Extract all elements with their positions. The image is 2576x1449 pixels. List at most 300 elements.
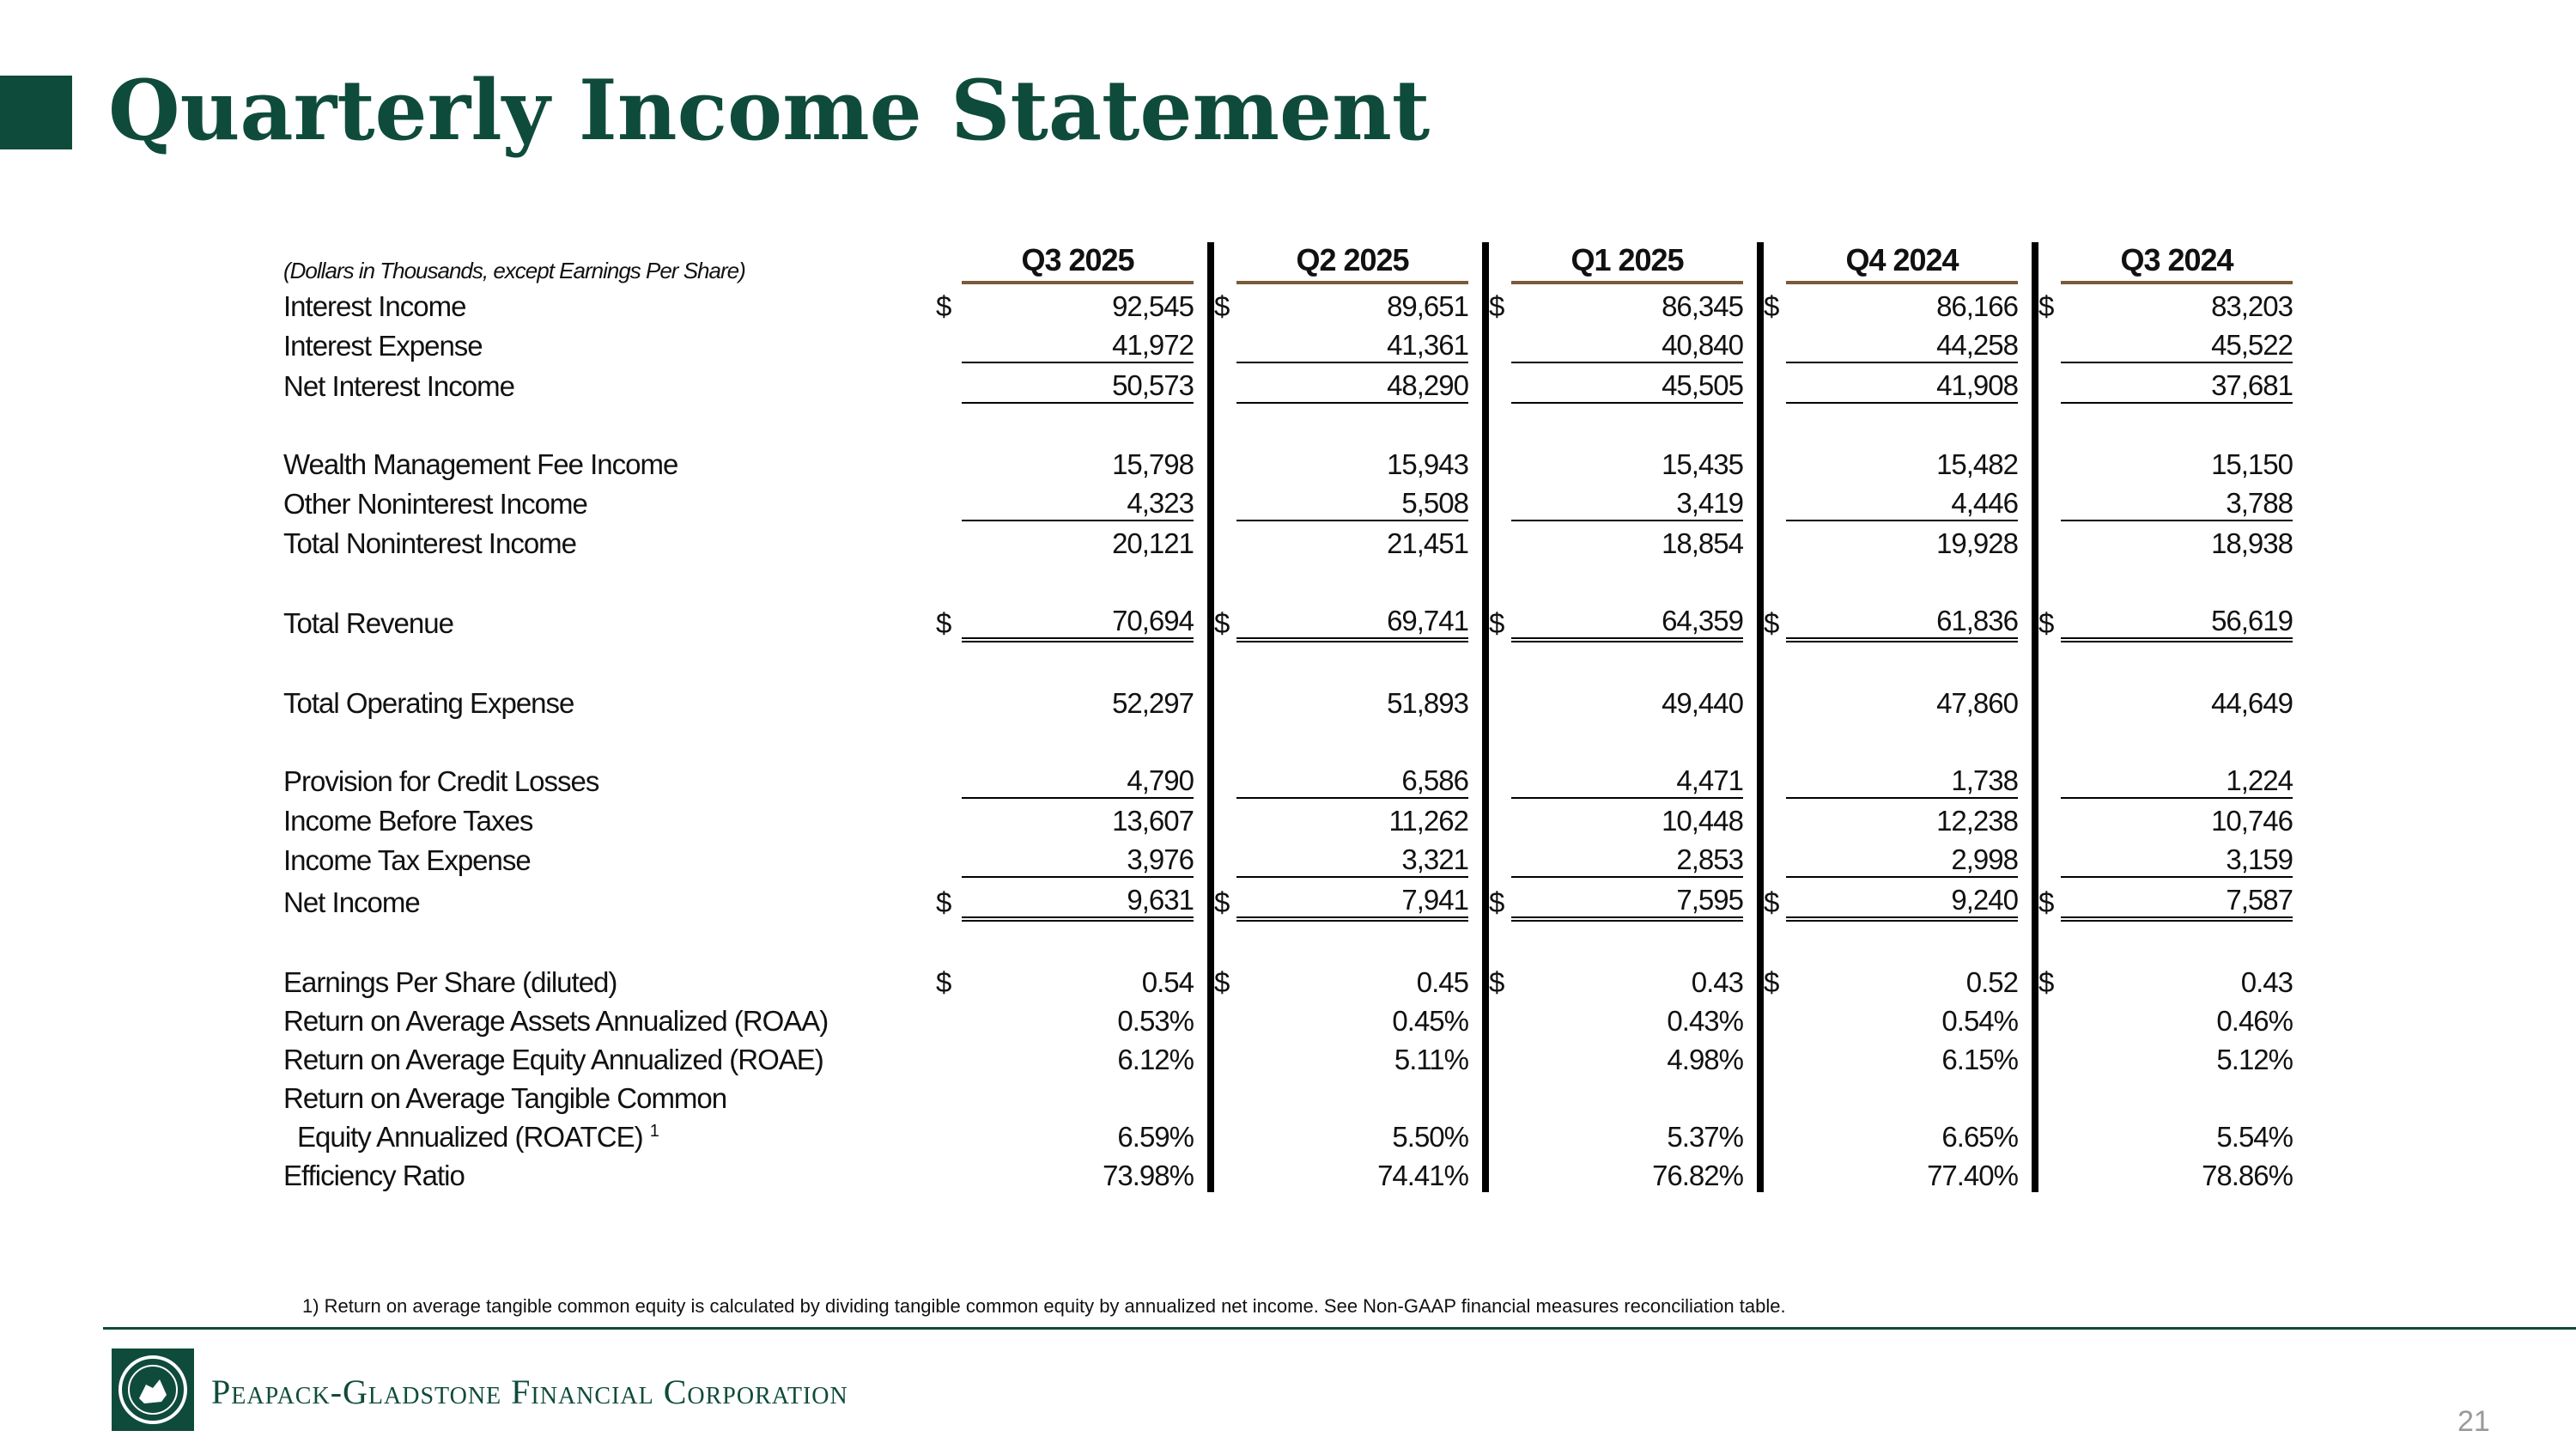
currency-symbol bbox=[1760, 1038, 1786, 1076]
cell-value: 78.86% bbox=[2202, 1160, 2293, 1191]
cell-value: 3,321 bbox=[1236, 837, 1468, 877]
row-label-text: Return on Average Assets Annualized (ROAA) bbox=[283, 1005, 829, 1037]
footnote: 1) Return on average tangible common equity is calculated by dividing tangible common equity by annualized net income. See Non-GAAP financial measures reconciliation table. bbox=[302, 1295, 1786, 1317]
column-separator bbox=[1468, 362, 1485, 403]
cell-value: 50,573 bbox=[962, 362, 1194, 403]
currency-symbol bbox=[936, 758, 962, 798]
header-currency-spacer bbox=[1211, 242, 1236, 284]
cell-value: 18,854 bbox=[1662, 527, 1743, 559]
currency-symbol bbox=[2035, 481, 2061, 521]
table-header-row bbox=[283, 242, 2293, 284]
column-separator bbox=[2018, 1076, 2035, 1115]
cell-value: 9,240 bbox=[1786, 877, 2018, 919]
column-separator bbox=[1194, 798, 1211, 837]
cell-value: 0.43 bbox=[1691, 966, 1743, 998]
cell-value: 5.37% bbox=[1667, 1121, 1743, 1153]
cell-value: 49,440 bbox=[1662, 687, 1743, 719]
cell-value: 6.15% bbox=[1941, 1044, 2018, 1075]
column-separator bbox=[2018, 481, 2035, 521]
cell-value: 15,435 bbox=[1662, 448, 1743, 480]
row-label bbox=[283, 681, 936, 720]
column-separator bbox=[1468, 242, 1485, 284]
currency-symbol bbox=[1485, 521, 1511, 560]
currency-symbol bbox=[2035, 442, 2061, 481]
currency-symbol bbox=[1211, 442, 1236, 481]
column-separator bbox=[2018, 1038, 2035, 1076]
currency-symbol bbox=[1485, 442, 1511, 481]
currency-symbol bbox=[1211, 1154, 1236, 1192]
currency-symbol bbox=[1485, 323, 1511, 362]
cell-value: 7,595 bbox=[1511, 877, 1743, 919]
table-row bbox=[283, 1038, 2293, 1076]
currency-symbol: $ bbox=[1214, 290, 1230, 322]
currency-symbol bbox=[1211, 362, 1236, 403]
currency-symbol: $ bbox=[1214, 966, 1230, 998]
page-title: Quarterly Income Statement bbox=[108, 62, 1431, 159]
cell-value: 0.46% bbox=[2216, 1005, 2293, 1037]
row-label-text: Earnings Per Share (diluted) bbox=[283, 966, 617, 998]
cell-value: 10,448 bbox=[1662, 805, 1743, 837]
column-separator bbox=[1743, 877, 1760, 919]
cell-value: 5,508 bbox=[1236, 481, 1468, 521]
column-separator bbox=[1194, 1154, 1211, 1192]
column-separator bbox=[1194, 284, 1211, 323]
header-currency-spacer bbox=[1485, 242, 1511, 284]
cell-value: 4,790 bbox=[962, 758, 1194, 798]
column-separator bbox=[2018, 837, 2035, 877]
cell-value: 2,853 bbox=[1511, 837, 1743, 877]
cell-value: 45,522 bbox=[2061, 323, 2293, 362]
cell-value: 18,938 bbox=[2211, 527, 2293, 559]
currency-symbol bbox=[1485, 481, 1511, 521]
cell-value: 4,446 bbox=[1786, 481, 2018, 521]
currency-symbol bbox=[1211, 798, 1236, 837]
column-separator bbox=[2018, 999, 2035, 1038]
currency-symbol: $ bbox=[2038, 886, 2054, 918]
column-separator bbox=[1468, 323, 1485, 362]
spacer-row bbox=[283, 640, 2293, 681]
currency-symbol bbox=[1485, 1154, 1511, 1192]
currency-symbol: $ bbox=[1489, 966, 1504, 998]
column-separator bbox=[1743, 521, 1760, 560]
cell-value: 83,203 bbox=[2211, 290, 2293, 322]
cell-value: 3,976 bbox=[962, 837, 1194, 877]
cell-value: 6.59% bbox=[1117, 1121, 1194, 1153]
cell-value: 41,361 bbox=[1236, 323, 1468, 362]
currency-symbol bbox=[936, 521, 962, 560]
currency-symbol bbox=[1760, 681, 1786, 720]
column-separator bbox=[2018, 681, 2035, 720]
column-separator bbox=[1743, 481, 1760, 521]
column-separator bbox=[1743, 798, 1760, 837]
column-separator bbox=[1468, 999, 1485, 1038]
footnote-marker: 1 bbox=[649, 1122, 659, 1141]
row-label bbox=[283, 798, 936, 837]
table-row bbox=[283, 284, 2293, 323]
currency-symbol bbox=[1485, 798, 1511, 837]
cell-value: 73.98% bbox=[1103, 1160, 1194, 1191]
column-separator bbox=[1468, 758, 1485, 798]
row-label-text: Return on Average Equity Annualized (ROAE) bbox=[283, 1044, 823, 1075]
cell-value: 86,345 bbox=[1662, 290, 1743, 322]
currency-symbol bbox=[1485, 1076, 1511, 1115]
cell-value: 6.12% bbox=[1117, 1044, 1194, 1075]
column-separator bbox=[1194, 1115, 1211, 1154]
cell-value: 47,860 bbox=[1936, 687, 2018, 719]
cell-value: 61,836 bbox=[1786, 599, 2018, 640]
row-label-text: Total Noninterest Income bbox=[283, 527, 577, 559]
column-separator bbox=[1743, 284, 1760, 323]
row-label-text: Equity Annualized (ROATCE) bbox=[297, 1121, 643, 1153]
column-header-label: Q1 2025 bbox=[1511, 242, 1743, 284]
cell-value: 11,262 bbox=[1388, 805, 1468, 837]
row-label bbox=[283, 837, 936, 877]
currency-symbol bbox=[936, 481, 962, 521]
currency-symbol bbox=[1211, 999, 1236, 1038]
row-label bbox=[283, 362, 936, 403]
currency-symbol bbox=[2035, 798, 2061, 837]
cell-value: 89,651 bbox=[1387, 290, 1468, 322]
row-label bbox=[283, 442, 936, 481]
units-note: (Dollars in Thousands, except Earnings Per Share) bbox=[283, 258, 745, 283]
column-separator bbox=[1743, 1154, 1760, 1192]
row-label bbox=[283, 877, 936, 919]
column-separator bbox=[1194, 837, 1211, 877]
currency-symbol bbox=[2035, 1076, 2061, 1115]
row-label bbox=[283, 1115, 936, 1154]
currency-symbol: $ bbox=[2038, 290, 2054, 322]
column-separator bbox=[1743, 758, 1760, 798]
column-separator bbox=[1194, 362, 1211, 403]
currency-symbol: $ bbox=[2038, 966, 2054, 998]
cell-value: 3,788 bbox=[2061, 481, 2293, 521]
column-separator bbox=[1743, 323, 1760, 362]
currency-symbol bbox=[2035, 323, 2061, 362]
cell-value: 15,798 bbox=[1112, 448, 1194, 480]
currency-symbol bbox=[1760, 521, 1786, 560]
cell-value: 86,166 bbox=[1936, 290, 2018, 322]
header-currency-spacer bbox=[936, 242, 962, 284]
cell-value: 41,972 bbox=[962, 323, 1194, 362]
cell-value: 0.54 bbox=[1141, 966, 1194, 998]
cell-value: 0.53% bbox=[1117, 1005, 1194, 1037]
cell-value bbox=[1786, 1076, 2018, 1115]
table-row bbox=[283, 681, 2293, 720]
column-separator bbox=[1194, 877, 1211, 919]
cell-value: 76.82% bbox=[1652, 1160, 1743, 1191]
cell-value: 92,545 bbox=[1112, 290, 1194, 322]
cell-value: 20,121 bbox=[1112, 527, 1194, 559]
currency-symbol bbox=[936, 1076, 962, 1115]
table-row bbox=[283, 798, 2293, 837]
column-separator bbox=[1468, 599, 1485, 640]
currency-symbol: $ bbox=[1214, 886, 1230, 918]
cell-value: 56,619 bbox=[2061, 599, 2293, 640]
currency-symbol bbox=[1211, 1115, 1236, 1154]
cell-value: 5.11% bbox=[1394, 1044, 1468, 1075]
currency-symbol bbox=[1760, 1076, 1786, 1115]
table-row bbox=[283, 323, 2293, 362]
currency-symbol bbox=[2035, 362, 2061, 403]
cell-value bbox=[1511, 1076, 1743, 1115]
column-separator bbox=[2018, 758, 2035, 798]
row-label-text: Total Operating Expense bbox=[283, 687, 574, 719]
cell-value: 4,323 bbox=[962, 481, 1194, 521]
cell-value: 5.12% bbox=[2216, 1044, 2293, 1075]
column-separator bbox=[1194, 758, 1211, 798]
currency-symbol: $ bbox=[1214, 607, 1230, 639]
currency-symbol bbox=[1760, 999, 1786, 1038]
currency-symbol bbox=[1760, 481, 1786, 521]
currency-symbol bbox=[1211, 681, 1236, 720]
spacer-row bbox=[283, 720, 2293, 758]
cell-value: 19,928 bbox=[1936, 527, 2018, 559]
column-separator bbox=[1194, 1076, 1211, 1115]
currency-symbol bbox=[1485, 837, 1511, 877]
currency-symbol bbox=[1211, 521, 1236, 560]
table-row bbox=[283, 599, 2293, 640]
currency-symbol bbox=[936, 362, 962, 403]
cell-value: 70,694 bbox=[962, 599, 1194, 640]
column-separator bbox=[1468, 442, 1485, 481]
cell-value: 1,224 bbox=[2061, 758, 2293, 798]
column-separator bbox=[1468, 877, 1485, 919]
table-row bbox=[283, 481, 2293, 521]
footer-divider bbox=[103, 1327, 2576, 1330]
currency-symbol bbox=[936, 999, 962, 1038]
currency-symbol bbox=[1485, 362, 1511, 403]
currency-symbol bbox=[1211, 837, 1236, 877]
cell-value bbox=[962, 1076, 1194, 1115]
row-label-text: Efficiency Ratio bbox=[283, 1160, 465, 1191]
column-separator bbox=[2018, 1115, 2035, 1154]
column-separator bbox=[1743, 960, 1760, 999]
row-label-text: Total Revenue bbox=[283, 607, 453, 639]
currency-symbol: $ bbox=[936, 966, 951, 998]
table-row bbox=[283, 837, 2293, 877]
row-label bbox=[283, 1154, 936, 1192]
cell-value: 69,741 bbox=[1236, 599, 1468, 640]
cell-value: 77.40% bbox=[1927, 1160, 2018, 1191]
column-separator bbox=[1743, 1038, 1760, 1076]
currency-symbol: $ bbox=[2038, 607, 2054, 639]
title-accent-square bbox=[0, 76, 72, 149]
currency-symbol bbox=[2035, 999, 2061, 1038]
cell-value: 21,451 bbox=[1387, 527, 1468, 559]
column-separator bbox=[1468, 1115, 1485, 1154]
column-separator bbox=[2018, 960, 2035, 999]
table-body bbox=[283, 284, 2293, 1192]
cell-value: 3,159 bbox=[2061, 837, 2293, 877]
table-row bbox=[283, 362, 2293, 403]
cell-value: 15,150 bbox=[2211, 448, 2293, 480]
column-separator bbox=[2018, 877, 2035, 919]
cell-value: 9,631 bbox=[962, 877, 1194, 919]
column-header-label: Q4 2024 bbox=[1786, 242, 2018, 284]
currency-symbol bbox=[2035, 1038, 2061, 1076]
currency-symbol: $ bbox=[1489, 607, 1504, 639]
currency-symbol bbox=[1485, 1038, 1511, 1076]
column-separator bbox=[1194, 960, 1211, 999]
cell-value: 15,482 bbox=[1936, 448, 2018, 480]
currency-symbol: $ bbox=[1489, 290, 1504, 322]
column-separator bbox=[2018, 1154, 2035, 1192]
column-header-label: Q3 2025 bbox=[962, 242, 1194, 284]
row-label-text: Interest Expense bbox=[283, 330, 483, 362]
currency-symbol bbox=[1485, 999, 1511, 1038]
cell-value: 3,419 bbox=[1511, 481, 1743, 521]
row-label bbox=[283, 599, 936, 640]
column-header bbox=[1511, 242, 1743, 284]
row-label-text: Net Income bbox=[283, 886, 420, 918]
currency-symbol: $ bbox=[936, 290, 951, 322]
column-separator bbox=[1743, 681, 1760, 720]
cell-value: 13,607 bbox=[1112, 805, 1194, 837]
header-currency-spacer bbox=[1760, 242, 1786, 284]
column-separator bbox=[1468, 837, 1485, 877]
table-row bbox=[283, 521, 2293, 560]
column-separator bbox=[1743, 1076, 1760, 1115]
cell-value: 44,649 bbox=[2211, 687, 2293, 719]
column-separator bbox=[1743, 599, 1760, 640]
table-row bbox=[283, 877, 2293, 919]
cell-value: 2,998 bbox=[1786, 837, 2018, 877]
row-label-text: Interest Income bbox=[283, 290, 466, 322]
currency-symbol bbox=[936, 681, 962, 720]
cell-value: 74.41% bbox=[1377, 1160, 1468, 1191]
column-separator bbox=[1468, 481, 1485, 521]
company-name: Peapack-Gladstone Financial Corporation bbox=[211, 1373, 848, 1411]
currency-symbol: $ bbox=[1489, 886, 1504, 918]
cell-value: 64,359 bbox=[1511, 599, 1743, 640]
column-separator bbox=[1194, 323, 1211, 362]
column-header bbox=[1786, 242, 2018, 284]
cell-value bbox=[2061, 1076, 2293, 1115]
table-row bbox=[283, 442, 2293, 481]
cell-value: 44,258 bbox=[1786, 323, 2018, 362]
currency-symbol: $ bbox=[1764, 966, 1779, 998]
currency-symbol bbox=[1760, 1115, 1786, 1154]
column-separator bbox=[1743, 362, 1760, 403]
column-separator bbox=[1194, 242, 1211, 284]
column-header-label: Q2 2025 bbox=[1236, 242, 1468, 284]
row-label bbox=[283, 758, 936, 798]
cell-value: 7,941 bbox=[1236, 877, 1468, 919]
column-separator bbox=[1194, 442, 1211, 481]
currency-symbol: $ bbox=[1764, 886, 1779, 918]
currency-symbol: $ bbox=[1764, 290, 1779, 322]
currency-symbol bbox=[1760, 362, 1786, 403]
cell-value: 37,681 bbox=[2061, 362, 2293, 403]
cell-value: 0.54% bbox=[1941, 1005, 2018, 1037]
currency-symbol bbox=[936, 442, 962, 481]
currency-symbol bbox=[2035, 758, 2061, 798]
column-separator bbox=[2018, 798, 2035, 837]
table-row bbox=[283, 999, 2293, 1038]
row-label bbox=[283, 521, 936, 560]
table-row bbox=[283, 1154, 2293, 1192]
table-row bbox=[283, 1115, 2293, 1154]
table-row bbox=[283, 758, 2293, 798]
currency-symbol bbox=[1760, 1154, 1786, 1192]
spacer-row bbox=[283, 560, 2293, 599]
table-row bbox=[283, 960, 2293, 999]
currency-symbol bbox=[936, 798, 962, 837]
cell-value: 15,943 bbox=[1387, 448, 1468, 480]
currency-symbol bbox=[936, 1115, 962, 1154]
row-label bbox=[283, 481, 936, 521]
spacer-row bbox=[283, 919, 2293, 960]
currency-symbol bbox=[1211, 1038, 1236, 1076]
currency-symbol: $ bbox=[1764, 607, 1779, 639]
row-label-text: Provision for Credit Losses bbox=[283, 765, 599, 797]
cell-value: 0.45 bbox=[1416, 966, 1468, 998]
currency-symbol bbox=[936, 1038, 962, 1076]
cell-value: 5.50% bbox=[1392, 1121, 1468, 1153]
cell-value: 45,505 bbox=[1511, 362, 1743, 403]
currency-symbol bbox=[2035, 521, 2061, 560]
column-separator bbox=[1194, 1038, 1211, 1076]
currency-symbol: $ bbox=[936, 886, 951, 918]
currency-symbol: $ bbox=[936, 607, 951, 639]
currency-symbol bbox=[936, 323, 962, 362]
column-separator bbox=[2018, 521, 2035, 560]
currency-symbol bbox=[2035, 681, 2061, 720]
row-label bbox=[283, 1038, 936, 1076]
page-number: 21 bbox=[2458, 1405, 2490, 1438]
column-separator bbox=[2018, 242, 2035, 284]
column-separator bbox=[1743, 1115, 1760, 1154]
currency-symbol bbox=[1760, 442, 1786, 481]
currency-symbol bbox=[1760, 798, 1786, 837]
cell-value: 5.54% bbox=[2216, 1121, 2293, 1153]
income-statement-table bbox=[283, 242, 2293, 1192]
cell-value: 48,290 bbox=[1236, 362, 1468, 403]
cell-value: 41,908 bbox=[1786, 362, 2018, 403]
cell-value: 6.65% bbox=[1941, 1121, 2018, 1153]
currency-symbol bbox=[1485, 1115, 1511, 1154]
column-separator bbox=[1194, 599, 1211, 640]
column-separator bbox=[1194, 999, 1211, 1038]
column-separator bbox=[1743, 442, 1760, 481]
column-separator bbox=[2018, 599, 2035, 640]
column-separator bbox=[1468, 1038, 1485, 1076]
row-label bbox=[283, 1076, 936, 1115]
cell-value: 7,587 bbox=[2061, 877, 2293, 919]
column-header bbox=[2061, 242, 2293, 284]
currency-symbol bbox=[1211, 481, 1236, 521]
cell-value: 0.43 bbox=[2240, 966, 2293, 998]
currency-symbol bbox=[1211, 323, 1236, 362]
column-separator bbox=[1468, 284, 1485, 323]
column-separator bbox=[1468, 521, 1485, 560]
column-separator bbox=[2018, 323, 2035, 362]
row-label-text: Return on Average Tangible Common bbox=[283, 1082, 727, 1114]
currency-symbol bbox=[1211, 1076, 1236, 1115]
cell-value: 1,738 bbox=[1786, 758, 2018, 798]
currency-symbol bbox=[2035, 837, 2061, 877]
header-currency-spacer bbox=[2035, 242, 2061, 284]
column-separator bbox=[1743, 242, 1760, 284]
row-label bbox=[283, 284, 936, 323]
column-separator bbox=[1743, 837, 1760, 877]
currency-symbol bbox=[2035, 1115, 2061, 1154]
cell-value: 4,471 bbox=[1511, 758, 1743, 798]
spacer-row bbox=[283, 403, 2293, 442]
row-label bbox=[283, 960, 936, 999]
cell-value: 51,893 bbox=[1387, 687, 1468, 719]
row-label-text: Other Noninterest Income bbox=[283, 488, 587, 520]
